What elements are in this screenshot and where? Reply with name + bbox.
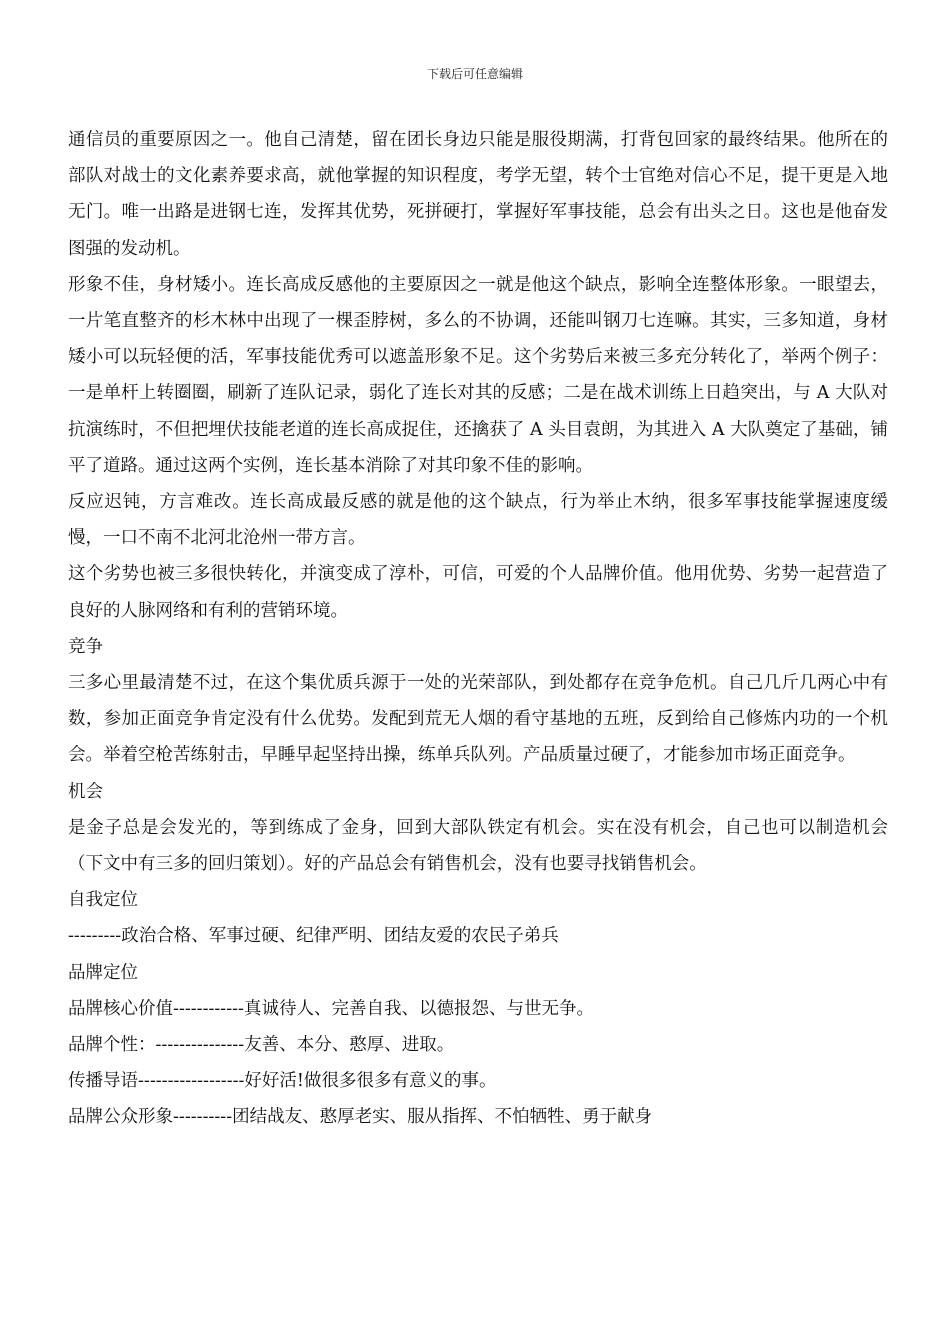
- line-brand-slogan: 传播导语------------------好好活!做很多很多有意义的事。: [68, 1071, 497, 1092]
- line-brand-personality: 品牌个性：---------------友善、本分、憨厚、进取。: [68, 1035, 455, 1056]
- paragraph-competition: 三多心里最清楚不过，在这个集优质兵源于一处的光荣部队，到处都存在竞争危机。自己几斤几两心中有数，参加正面竞争肯定没有什么优势。发配到荒无人烟的看守基地的五班，反到给自己修炼内功的一个机会。举着空枪苦练射击，早睡早起坚持出操，练单兵队列。产品质量过硬了，才能参加市场正面竞争。: [68, 673, 888, 766]
- paragraph-appearance: 形象不佳，身材矮小。连长高成反感他的主要原因之一就是他这个缺点，影响全连整体形象。一眼望去，一片笔直整齐的杉木林中出现了一棵歪脖树，多么的不协调，还能叫钢刀七连嘛。其实，三多知道，身材矮小可以玩轻便的活，军事技能优秀可以遮盖形象不足。这个劣势后来被三多充分转化了，举两个例子：一是单杆上转圈圈，刷新了连队记录，弱化了连长对其的反感；二是在战术训练上日趋突出，与 A 大队对抗演练时，不但把埋伏技能老道的连长高成捉住，还擒获了 A 头目袁朗，为其进入 A 大队奠定了基础，铺平了道路。通过这两个实例，连长基本消除了对其印象不佳的影响。: [68, 274, 888, 476]
- heading-self-positioning: 自我定位: [68, 890, 138, 911]
- heading-competition: 竞争: [68, 636, 103, 657]
- line-brand-public-image: 品牌公众形象----------团结战友、憨厚老实、服从指挥、不怕牺牲、勇于献身: [68, 1107, 653, 1128]
- page-header: 下载后可任意编辑: [426, 67, 523, 81]
- line-brand-core-value: 品牌核心价值------------真诚待人、完善自我、以德报怨、与世无争。: [68, 998, 594, 1019]
- paragraph-motivation: 通信员的重要原因之一。他自己清楚，留在团长身边只能是服役期满，打背包回家的最终结果。他所在的部队对战士的文化素养要求高，就他掌握的知识程度，考学无望，转个士官绝对信心不足，提干更是入地无门。唯一出路是进钢七连，发挥其优势，死拼硬打，掌握好军事技能，总会有出头之日。这也是他奋发图强的发动机。: [68, 130, 888, 259]
- heading-opportunity: 机会: [68, 781, 103, 802]
- heading-brand-positioning: 品牌定位: [68, 962, 138, 983]
- document-body: [68, 122, 888, 1136]
- line-self-positioning: ---------政治合格、军事过硬、纪律严明、团结友爱的农民子弟兵: [68, 926, 559, 947]
- paragraph-reaction: 反应迟钝，方言难改。连长高成最反感的就是他的这个缺点，行为举止木纳，很多军事技能掌握速度缓慢，一口不南不北河北沧州一带方言。: [68, 492, 888, 549]
- paragraph-conversion: 这个劣势也被三多很快转化，并演变成了淳朴，可信，可爱的个人品牌价值。他用优势、劣势一起营造了良好的人脉网络和有利的营销环境。: [68, 564, 888, 621]
- paragraph-opportunity: 是金子总是会发光的，等到练成了金身，回到大部队铁定有机会。实在没有机会，自己也可以制造机会（下文中有三多的回归策划）。好的产品总会有销售机会，没有也要寻找销售机会。: [68, 817, 888, 875]
